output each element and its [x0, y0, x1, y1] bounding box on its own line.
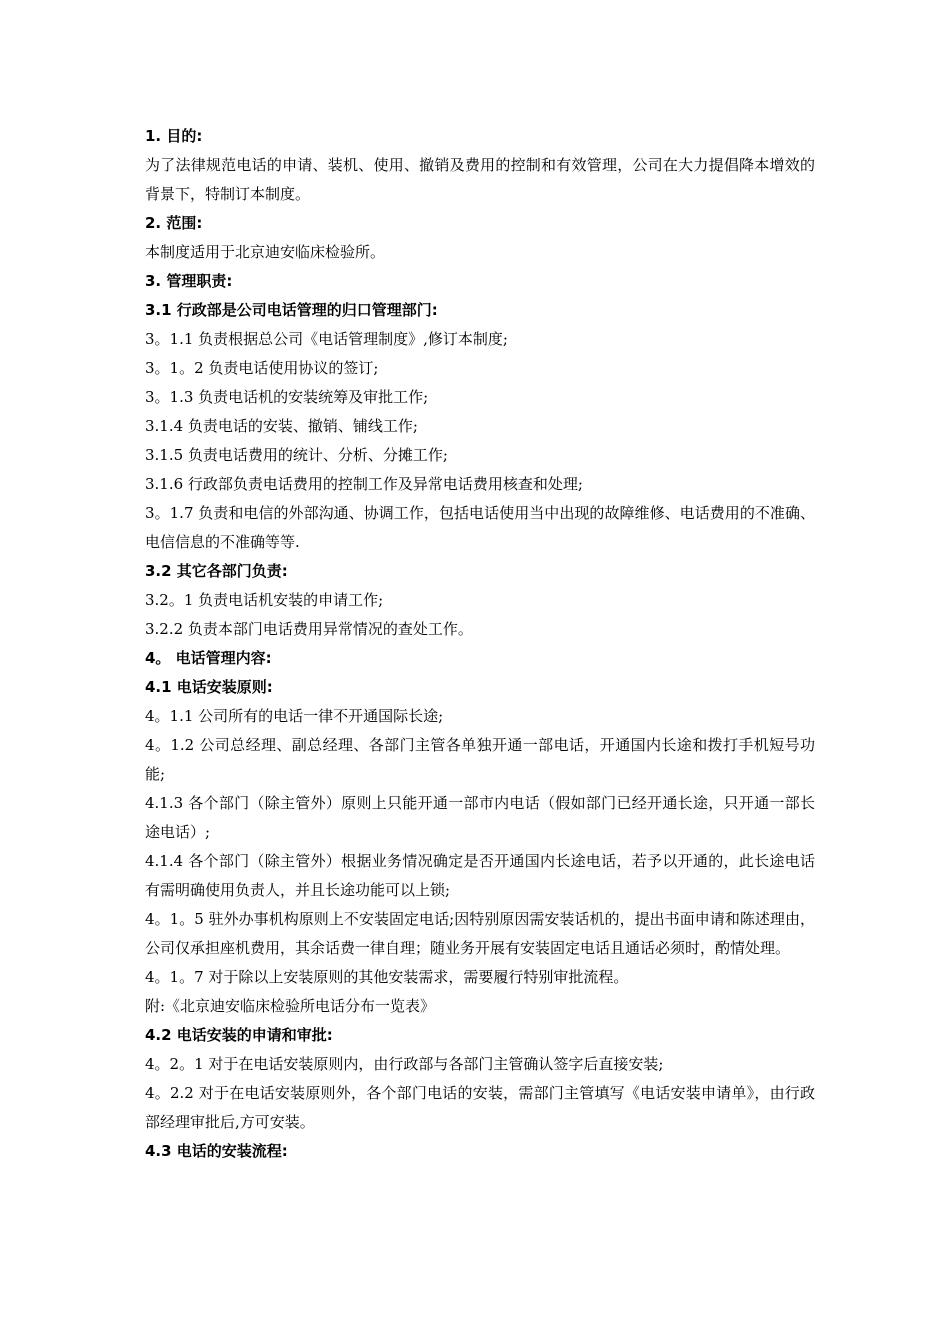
clause-3-1-5: 3.1.5 负责电话费用的统计、分析、分摊工作;: [145, 446, 448, 464]
clause-3-1-4: 3.1.4 负责电话的安装、撤销、铺线工作;: [145, 417, 418, 435]
clause-4-1-1: 4。1.1 公司所有的电话一律不开通国际长途;: [145, 707, 444, 725]
clause-3-1-1: 3。1.1 负责根据总公司《电话管理制度》,修订本制度;: [145, 330, 508, 348]
clause-3-1-3: 3。1.3 负责电话机的安装统筹及审批工作;: [145, 388, 429, 406]
heading-3-2: 3.2 其它各部门负责:: [145, 562, 288, 580]
clause-4-1-5: 4。1。5 驻外办事机构原则上不安装固定电话;因特别原因需安装话机的，提出书面申请和陈述理由，公司仅承担座机费用，其余话费一律自理；随业务开展有安装固定电话且通话必须时，酌情处理。: [145, 910, 815, 957]
document-body: [145, 122, 815, 1166]
paragraph-scope: 本制度适用于北京迪安临床检验所。: [145, 243, 386, 261]
clause-4-2-2: 4。2.2 对于在电话安装原则外，各个部门电话的安装，需部门主管填写《电话安装申请单》，由行政部经理审批后,方可安装。: [145, 1084, 815, 1131]
clause-4-1-2: 4。1.2 公司总经理、副总经理、各部门主管各单独开通一部电话，开通国内长途和拨打手机短号功能;: [145, 736, 815, 783]
clause-3-1-2: 3。1。2 负责电话使用协议的签订;: [145, 359, 379, 377]
paragraph-purpose: 为了法律规范电话的申请、装机、使用、撤销及费用的控制和有效管理，公司在大力提倡降本增效的背景下，特制订本制度。: [145, 156, 815, 203]
clause-3-1-7: 3。1.7 负责和电信的外部沟通、协调工作，包括电话使用当中出现的故障维修、电话费用的不准确、电信信息的不准确等等.: [145, 504, 815, 551]
heading-4-2: 4.2 电话安装的申请和审批:: [145, 1026, 333, 1044]
heading-4-1: 4.1 电话安装原则:: [145, 678, 273, 696]
clause-3-1-6: 3.1.6 行政部负责电话费用的控制工作及异常电话费用核查和处理;: [145, 475, 583, 493]
clause-4-1-7: 4。1。7 对于除以上安装原则的其他安装需求，需要履行特别审批流程。: [145, 968, 629, 986]
heading-4-3: 4.3 电话的安装流程:: [145, 1142, 288, 1160]
clause-3-2-2: 3.2.2 负责本部门电话费用异常情况的查处工作。: [145, 620, 473, 638]
clause-4-1-3: 4.1.3 各个部门（除主管外）原则上只能开通一部市内电话（假如部门已经开通长途，只开通一部长途电话）;: [145, 794, 815, 841]
attachment-note: 附:《北京迪安临床检验所电话分布一览表》: [145, 997, 436, 1015]
clause-4-2-1: 4。2。1 对于在电话安装原则内，由行政部与各部门主管确认签字后直接安装;: [145, 1055, 664, 1073]
heading-management-content: 4。 电话管理内容:: [145, 649, 272, 667]
heading-scope: 2. 范围:: [145, 214, 203, 232]
heading-responsibilities: 3. 管理职责:: [145, 272, 233, 290]
clause-4-1-4: 4.1.4 各个部门（除主管外）根据业务情况确定是否开通国内长途电话，若予以开通的，此长途电话有需明确使用负责人，并且长途功能可以上锁;: [145, 852, 815, 899]
heading-purpose: 1. 目的:: [145, 127, 203, 145]
heading-3-1: 3.1 行政部是公司电话管理的归口管理部门:: [145, 301, 438, 319]
clause-3-2-1: 3.2。1 负责电话机安装的申请工作;: [145, 591, 384, 609]
